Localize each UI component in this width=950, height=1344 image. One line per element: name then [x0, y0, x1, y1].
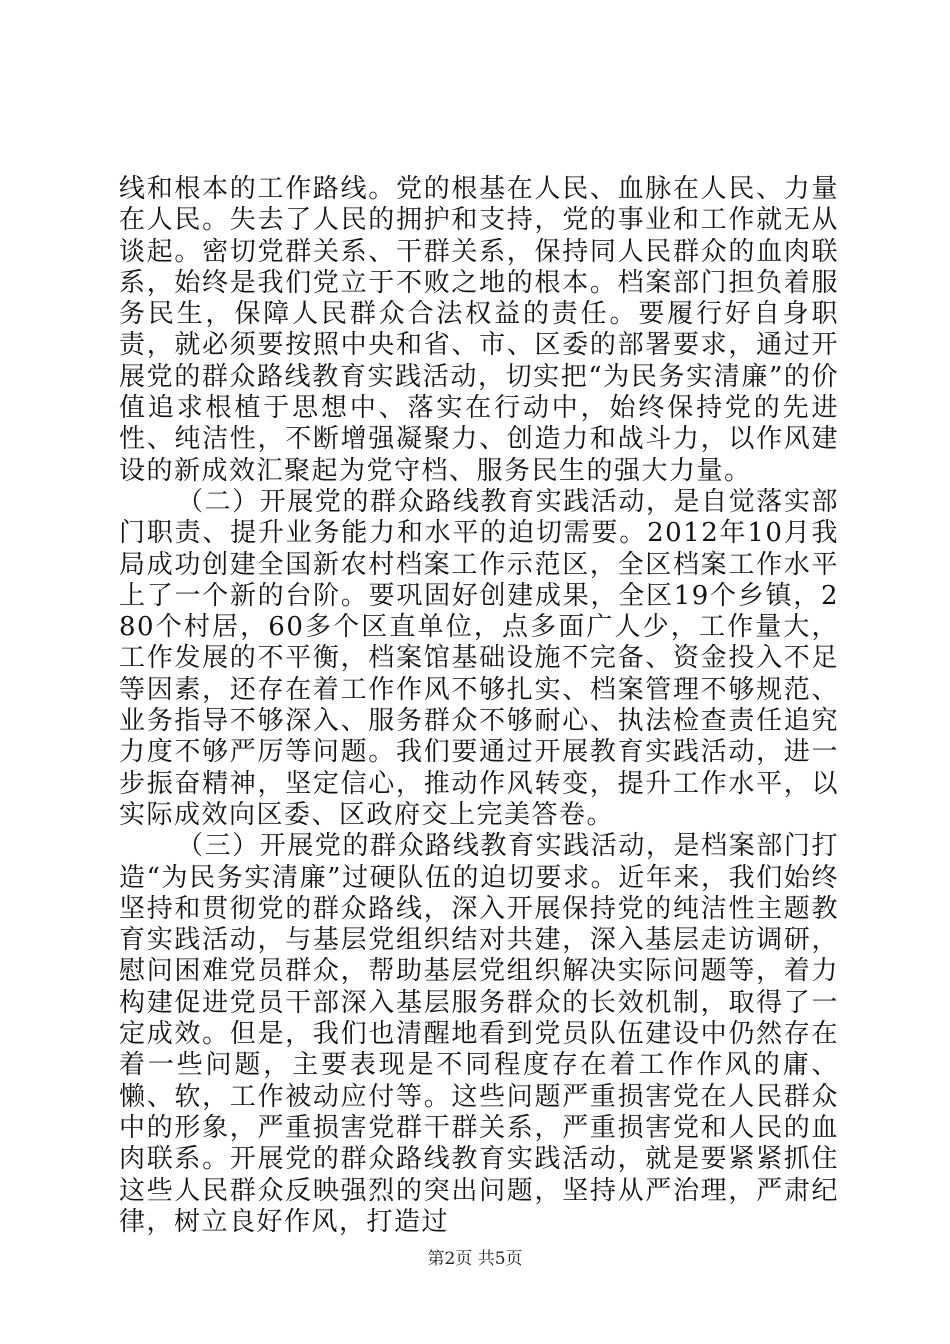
paragraph-3: （三）开展党的群众路线教育实践活动，是档案部门打造“为民务实清廉”过硬队伍的迫切要求。近年来，我们始终坚持和贯彻党的群众路线，深入开展保持党的纯洁性主题教育实践活动，与基层党组织结对共建，深入基层走访调研，慰问困难党员群众，帮助基层党组织解决实际问题等，着力构建促进党员干部深入基层服务群众的长效机制，取得了一定成效。但是，我们也清醒地看到党员队伍建设中仍然存在着一些问题，主要表现是不同程度存在着工作作风的庸、懒、软，工作被动应付等。这些问题严重损害党在人民群众中的形象，严重损害党群干群关系，严重损害党和人民的血肉联系。开展党的群众路线教育实践活动，就是要紧紧抓住这些人民群众反映强烈的突出问题，坚持从严治理，严肃纪律，树立良好作风，打造过 — [119, 831, 839, 1237]
paragraph-1: 线和根本的工作路线。党的根基在人民、血脉在人民、力量在人民。失去了人民的拥护和支持，党的事业和工作就无从谈起。密切党群关系、干群关系，保持同人民群众的血肉联系，始终是我们党立于不败之地的根本。档案部门担负着服务民生，保障人民群众合法权益的责任。要履行好自身职责，就必须要按照中央和省、市、区委的部署要求，通过开展党的群众路线教育实践活动，切实把“为民务实清廉”的价值追求根植于思想中、落实在行动中，始终保持党的先进性、纯洁性，不断增强凝聚力、创造力和战斗力，以作风建设的新成效汇聚起为党守档、服务民生的强大力量。 — [119, 174, 839, 486]
paragraph-2: （二）开展党的群众路线教育实践活动，是自觉落实部门职责、提升业务能力和水平的迫切需要。2012年10月我局成功创建全国新农村档案工作示范区，全区档案工作水平上了一个新的台阶。要巩固好创建成果，全区19个乡镇，280个村居，60多个区直单位，点多面广人少，工作量大，工作发展的不平衡，档案馆基础设施不完备、资金投入不足等因素，还存在着工作作风不够扎实、档案管理不够规范、业务指导不够深入、服务群众不够耐心、执法检查责任追究力度不够严厉等问题。我们要通过开展教育实践活动，进一步振奋精神，坚定信心，推动作风转变，提升工作水平，以实际成效向区委、区政府交上完美答卷。 — [119, 486, 839, 830]
document-body — [119, 174, 839, 1238]
page-footer: 第2页 共5页 — [427, 1249, 523, 1269]
